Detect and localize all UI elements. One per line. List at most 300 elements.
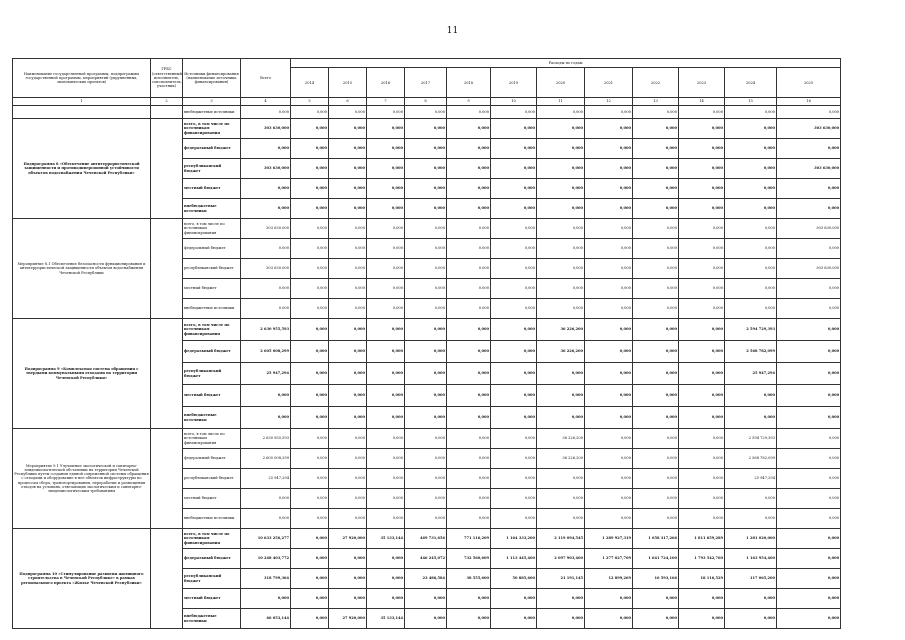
program-name: Подпрограмма 10 «Стимулирование развития жилищного строительства в Чеченской Республике» в рамках регионального проекта «Жилье Чеченской Республики»	[13, 529, 151, 629]
header-year: 2015	[329, 68, 367, 98]
funding-source: федеральный бюджет	[183, 341, 241, 363]
program-name	[13, 106, 151, 119]
year-value: 0,000	[291, 279, 329, 299]
year-value: 0,000	[447, 509, 491, 529]
year-value: 0,000	[329, 319, 367, 341]
year-value: 0,000	[537, 407, 585, 429]
year-value: 0,000	[405, 363, 447, 385]
year-value: 36 226,200	[537, 429, 585, 449]
header-year: 2024	[725, 68, 777, 98]
year-value: 1 658 317,266	[633, 529, 679, 549]
funding-source: местный бюджет	[183, 385, 241, 407]
year-value: 0,000	[405, 469, 447, 489]
grbs-cell	[151, 119, 183, 219]
year-value: 0,000	[329, 385, 367, 407]
year-value: 0,000	[367, 469, 405, 489]
year-value: 0,000	[633, 199, 679, 219]
year-value: 0,000	[367, 449, 405, 469]
funding-source: внебюджетные источники	[183, 199, 241, 219]
year-value: 0,000	[329, 489, 367, 509]
program-name: Подпрограмма 8 «Обеспечение антитеррористической защищенности и противодиверсионной устойчивости объектов водоснабжения Чеченской Республики»	[13, 119, 151, 219]
year-value: 0,000	[777, 341, 841, 363]
year-value: 0,000	[329, 509, 367, 529]
year-value: 0,000	[491, 119, 537, 139]
year-value: 303 630,000	[777, 219, 841, 239]
year-value: 0,000	[537, 489, 585, 509]
year-value: 0,000	[537, 159, 585, 179]
year-value: 0,000	[367, 179, 405, 199]
year-value: 0,000	[447, 407, 491, 429]
year-value: 0,000	[585, 179, 633, 199]
column-number: 13	[633, 98, 679, 106]
year-value: 0,000	[447, 489, 491, 509]
header-year: 2017	[405, 68, 447, 98]
year-value: 27 920,000	[329, 609, 367, 629]
year-value: 0,000	[291, 139, 329, 159]
year-value: 0,000	[633, 179, 679, 199]
year-value: 0,000	[367, 319, 405, 341]
column-number: 7	[367, 98, 405, 106]
year-value: 0,000	[405, 239, 447, 259]
year-value: 16 593,166	[633, 569, 679, 589]
year-value: 0,000	[679, 363, 725, 385]
year-value: 0,000	[777, 407, 841, 429]
year-value: 0,000	[291, 299, 329, 319]
table-body	[13, 106, 841, 629]
year-value: 0,000	[491, 449, 537, 469]
year-value: 0,000	[725, 159, 777, 179]
year-value: 0,000	[537, 363, 585, 385]
funding-source: местный бюджет	[183, 489, 241, 509]
year-value: 0,000	[633, 239, 679, 259]
year-value: 0,000	[491, 199, 537, 219]
year-value: 0,000	[329, 341, 367, 363]
year-value: 0,000	[405, 509, 447, 529]
year-value: 0,000	[585, 385, 633, 407]
year-value: 0,000	[537, 106, 585, 119]
year-value: 0,000	[679, 449, 725, 469]
year-value: 0,000	[291, 569, 329, 589]
year-value: 0,000	[679, 119, 725, 139]
year-value: 0,000	[329, 199, 367, 219]
year-value: 0,000	[447, 589, 491, 609]
year-value: 0,000	[777, 469, 841, 489]
year-value: 0,000	[405, 489, 447, 509]
year-value: 1 163 954,400	[725, 549, 777, 569]
year-value: 0,000	[537, 299, 585, 319]
year-value: 0,000	[405, 106, 447, 119]
year-value: 0,000	[447, 179, 491, 199]
year-value: 0,000	[405, 319, 447, 341]
year-value: 0,000	[777, 429, 841, 449]
year-value: 0,000	[291, 259, 329, 279]
year-value: 0,000	[777, 179, 841, 199]
year-value: 0,000	[491, 259, 537, 279]
year-value: 0,000	[405, 449, 447, 469]
year-value: 0,000	[679, 179, 725, 199]
year-value: 0,000	[777, 299, 841, 319]
grbs-cell	[151, 319, 183, 429]
year-value: 0,000	[367, 279, 405, 299]
year-value: 0,000	[291, 529, 329, 549]
year-value: 2 119 094,545	[537, 529, 585, 549]
column-number: 8	[405, 98, 447, 106]
year-value: 0,000	[585, 589, 633, 609]
funding-source: внебюджетные источники	[183, 407, 241, 429]
program-name: Мероприятие 9.1 Улучшение экологической и санитарно-эпидемиологической обстановки на территории Чеченской Республики путем создания единой современной системы обращения с отходами и оборудование в нее объектов инфраструктуры по процессам сбора, транспортирования, переработки и размещения отходов на условиях, отвечающих экологическим и санитарно-эпидемиологическим требованиям	[13, 429, 151, 529]
year-value: 0,000	[447, 341, 491, 363]
year-value: 0,000	[405, 589, 447, 609]
table-row	[13, 529, 841, 549]
total-value: 66 053,144	[241, 609, 291, 629]
year-value: 0,000	[725, 489, 777, 509]
table-row	[13, 219, 841, 239]
column-number: 2	[151, 98, 183, 106]
year-value: 0,000	[537, 469, 585, 489]
year-value: 0,000	[329, 469, 367, 489]
total-value: 303 630,000	[241, 119, 291, 139]
year-value: 0,000	[329, 589, 367, 609]
year-value: 0,000	[777, 106, 841, 119]
header-year: 2022	[633, 68, 679, 98]
year-value: 0,000	[447, 363, 491, 385]
year-value: 0,000	[777, 489, 841, 509]
year-value: 0,000	[491, 279, 537, 299]
year-value: 0,000	[329, 549, 367, 569]
year-value: 0,000	[537, 589, 585, 609]
year-value: 0,000	[679, 469, 725, 489]
year-value: 0,000	[633, 385, 679, 407]
year-value: 0,000	[367, 299, 405, 319]
year-value: 0,000	[537, 609, 585, 629]
year-value: 0,000	[329, 106, 367, 119]
year-value: 0,000	[291, 385, 329, 407]
table-row	[13, 319, 841, 341]
year-value: 0,000	[633, 407, 679, 429]
header-name: Наименование государственной программы, подпрограммы государственной программы, мероприятий (укрупненных, экономических проектов)	[13, 59, 151, 98]
year-value: 0,000	[633, 139, 679, 159]
table-row	[13, 119, 841, 139]
year-value: 1 277 027,709	[585, 549, 633, 569]
year-value: 0,000	[291, 106, 329, 119]
year-value: 25 947,294	[725, 469, 777, 489]
year-value: 0,000	[367, 119, 405, 139]
year-value: 0,000	[725, 139, 777, 159]
year-value: 0,000	[777, 139, 841, 159]
year-value: 0,000	[367, 219, 405, 239]
year-value: 0,000	[447, 106, 491, 119]
year-value: 0,000	[291, 489, 329, 509]
header-numbers-row	[13, 98, 841, 106]
total-value: 0,000	[241, 106, 291, 119]
year-value: 0,000	[329, 569, 367, 589]
year-value: 0,000	[633, 279, 679, 299]
year-value: 0,000	[725, 299, 777, 319]
year-value: 0,000	[405, 139, 447, 159]
year-value: 0,000	[405, 219, 447, 239]
header-year: 2016	[367, 68, 405, 98]
year-value: 0,000	[679, 609, 725, 629]
year-value: 0,000	[537, 259, 585, 279]
header-source: Источники финансирования (наименование источника финансирования)	[183, 59, 241, 98]
year-value: 0,000	[447, 239, 491, 259]
year-value: 0,000	[291, 219, 329, 239]
year-value: 0,000	[679, 159, 725, 179]
year-value: 0,000	[585, 363, 633, 385]
total-value: 0,000	[241, 299, 291, 319]
year-value: 0,000	[725, 385, 777, 407]
year-value: 0,000	[585, 199, 633, 219]
year-value: 0,000	[367, 239, 405, 259]
year-value: 0,000	[491, 589, 537, 609]
year-value: 0,000	[537, 239, 585, 259]
year-value: 0,000	[447, 449, 491, 469]
year-value: 0,000	[537, 199, 585, 219]
year-value: 0,000	[679, 106, 725, 119]
funding-source: местный бюджет	[183, 279, 241, 299]
year-value: 0,000	[329, 159, 367, 179]
year-value: 1 641 724,100	[633, 549, 679, 569]
year-value: 1 289 927,319	[585, 529, 633, 549]
year-value: 303 630,000	[777, 159, 841, 179]
funding-source: федеральный бюджет	[183, 139, 241, 159]
year-value: 0,000	[679, 279, 725, 299]
funding-source: всего, в том числе по источникам финансирования	[183, 319, 241, 341]
funding-source: внебюджетные источники	[183, 609, 241, 629]
year-value: 0,000	[405, 199, 447, 219]
year-value: 0,000	[405, 119, 447, 139]
year-value: 0,000	[725, 259, 777, 279]
year-value: 0,000	[585, 609, 633, 629]
year-value: 0,000	[777, 199, 841, 219]
year-value: 0,000	[491, 139, 537, 159]
year-value: 0,000	[679, 589, 725, 609]
year-value: 1 811 659,289	[679, 529, 725, 549]
page-number: 11	[446, 26, 459, 36]
funding-source: республиканский бюджет	[183, 363, 241, 385]
year-value: 0,000	[491, 159, 537, 179]
year-value: 0,000	[491, 489, 537, 509]
total-value: 0,000	[241, 385, 291, 407]
funding-source: всего, в том числе по источникам финансирования	[183, 119, 241, 139]
year-value: 12 899,269	[585, 569, 633, 589]
year-value: 0,000	[679, 407, 725, 429]
year-value: 0,000	[291, 341, 329, 363]
header-grbs: ГРБС (ответственный исполнитель, соисполнитель, участник)	[151, 59, 183, 98]
year-value: 1 281 020,000	[725, 529, 777, 549]
year-value: 0,000	[447, 319, 491, 341]
year-value: 0,000	[491, 106, 537, 119]
year-value: 0,000	[679, 509, 725, 529]
funding-source: всего, в том числе по источникам финансирования	[183, 429, 241, 449]
year-value: 50 885,600	[491, 569, 537, 589]
funding-source: местный бюджет	[183, 179, 241, 199]
year-value: 36 226,200	[537, 319, 585, 341]
year-value: 0,000	[447, 199, 491, 219]
column-number: 6	[329, 98, 367, 106]
year-value: 0,000	[777, 569, 841, 589]
year-value: 771 116,209	[447, 529, 491, 549]
header-year: 2020	[537, 68, 585, 98]
year-value: 0,000	[585, 279, 633, 299]
year-value: 0,000	[447, 279, 491, 299]
year-value: 0,000	[367, 106, 405, 119]
year-value: 0,000	[491, 319, 537, 341]
year-value: 0,000	[367, 199, 405, 219]
year-value: 0,000	[291, 159, 329, 179]
year-value: 0,000	[491, 363, 537, 385]
year-value: 0,000	[329, 239, 367, 259]
year-value: 0,000	[679, 385, 725, 407]
year-value: 0,000	[329, 429, 367, 449]
year-value: 0,000	[367, 509, 405, 529]
budget-table	[12, 58, 841, 629]
year-value: 0,000	[633, 259, 679, 279]
year-value: 0,000	[679, 319, 725, 341]
total-value: 0,000	[241, 179, 291, 199]
column-number: 5	[291, 98, 329, 106]
year-value: 0,000	[447, 429, 491, 449]
year-value: 0,000	[405, 609, 447, 629]
header-year: 2014	[291, 68, 329, 98]
year-value: 0,000	[491, 407, 537, 429]
header-years-group: Расходы по годам	[291, 59, 841, 68]
year-value: 2 097 903,400	[537, 549, 585, 569]
year-value: 0,000	[725, 509, 777, 529]
year-value: 0,000	[725, 407, 777, 429]
year-value: 0,000	[367, 589, 405, 609]
header-year: 2019	[491, 68, 537, 98]
year-value: 0,000	[585, 489, 633, 509]
year-value: 0,000	[405, 259, 447, 279]
year-value: 0,000	[537, 139, 585, 159]
year-value: 0,000	[777, 385, 841, 407]
column-number: 16	[777, 98, 841, 106]
header-year: 2021	[585, 68, 633, 98]
year-value: 2 568 782,099	[725, 341, 777, 363]
column-number: 3	[183, 98, 241, 106]
year-value: 0,000	[367, 569, 405, 589]
funding-source: всего, в том числе по источникам финансирования	[183, 219, 241, 239]
year-value: 0,000	[405, 279, 447, 299]
year-value: 0,000	[777, 279, 841, 299]
year-value: 0,000	[585, 509, 633, 529]
year-value: 1 164 333,200	[491, 529, 537, 549]
year-value: 0,000	[585, 469, 633, 489]
table-row	[13, 429, 841, 449]
year-value: 0,000	[585, 106, 633, 119]
year-value: 0,000	[633, 119, 679, 139]
column-number: 1	[13, 98, 151, 106]
funding-source: федеральный бюджет	[183, 239, 241, 259]
year-value: 0,000	[329, 119, 367, 139]
year-value: 0,000	[291, 549, 329, 569]
year-value: 0,000	[491, 609, 537, 629]
year-value: 0,000	[447, 219, 491, 239]
year-value: 0,000	[367, 429, 405, 449]
year-value: 0,000	[585, 407, 633, 429]
year-value: 38 555,600	[447, 569, 491, 589]
year-value: 0,000	[537, 385, 585, 407]
year-value: 117 065,200	[725, 569, 777, 589]
program-name: Мероприятие 8.1 Обеспечение безопасности функционирования и антитеррористической защищенности объектов водоснабжения Чеченской Республики	[13, 219, 151, 319]
year-value: 469 731,656	[405, 529, 447, 549]
year-value: 0,000	[291, 239, 329, 259]
year-value: 0,000	[633, 429, 679, 449]
total-value: 2 630 955,593	[241, 429, 291, 449]
grbs-cell	[151, 106, 183, 119]
grbs-cell	[151, 219, 183, 319]
total-value: 2 605 008,299	[241, 449, 291, 469]
header-total: Всего	[241, 59, 291, 98]
year-value: 0,000	[447, 159, 491, 179]
header-year: 2018	[447, 68, 491, 98]
year-value: 0,000	[777, 509, 841, 529]
year-value: 0,000	[725, 119, 777, 139]
year-value: 0,000	[725, 279, 777, 299]
year-value: 0,000	[405, 159, 447, 179]
year-value: 1 113 445,400	[491, 549, 537, 569]
year-value: 0,000	[633, 589, 679, 609]
year-value: 2 594 729,393	[725, 429, 777, 449]
year-value: 0,000	[679, 299, 725, 319]
year-value: 0,000	[537, 509, 585, 529]
year-value: 0,000	[405, 407, 447, 429]
total-value: 318 799,364	[241, 569, 291, 589]
table-row	[13, 106, 841, 119]
year-value: 0,000	[367, 341, 405, 363]
year-value: 0,000	[679, 429, 725, 449]
year-value: 0,000	[537, 219, 585, 239]
year-value: 0,000	[585, 341, 633, 363]
year-value: 0,000	[447, 609, 491, 629]
year-value: 0,000	[367, 363, 405, 385]
total-value: 10 248 403,772	[241, 549, 291, 569]
year-value: 0,000	[585, 219, 633, 239]
year-value: 0,000	[777, 319, 841, 341]
grbs-cell	[151, 529, 183, 629]
year-value: 35 133,144	[367, 529, 405, 549]
total-value: 2 630 955,593	[241, 319, 291, 341]
funding-source: федеральный бюджет	[183, 549, 241, 569]
total-value: 0,000	[241, 489, 291, 509]
year-value: 0,000	[537, 119, 585, 139]
funding-source: республиканский бюджет	[183, 469, 241, 489]
year-value: 0,000	[679, 199, 725, 219]
year-value: 0,000	[633, 489, 679, 509]
year-value: 0,000	[291, 469, 329, 489]
column-number: 15	[725, 98, 777, 106]
year-value: 0,000	[725, 239, 777, 259]
total-value: 0,000	[241, 589, 291, 609]
year-value: 0,000	[491, 509, 537, 529]
year-value: 0,000	[679, 139, 725, 159]
column-number: 9	[447, 98, 491, 106]
year-value: 446 245,072	[405, 549, 447, 569]
year-value: 0,000	[447, 385, 491, 407]
year-value: 0,000	[329, 279, 367, 299]
year-value: 0,000	[777, 239, 841, 259]
year-value: 0,000	[367, 259, 405, 279]
column-number: 12	[585, 98, 633, 106]
year-value: 0,000	[291, 449, 329, 469]
year-value: 0,000	[447, 139, 491, 159]
total-value: 0,000	[241, 199, 291, 219]
year-value: 35 133,144	[367, 609, 405, 629]
year-value: 0,000	[491, 239, 537, 259]
year-value: 0,000	[679, 489, 725, 509]
funding-source: республиканский бюджет	[183, 159, 241, 179]
